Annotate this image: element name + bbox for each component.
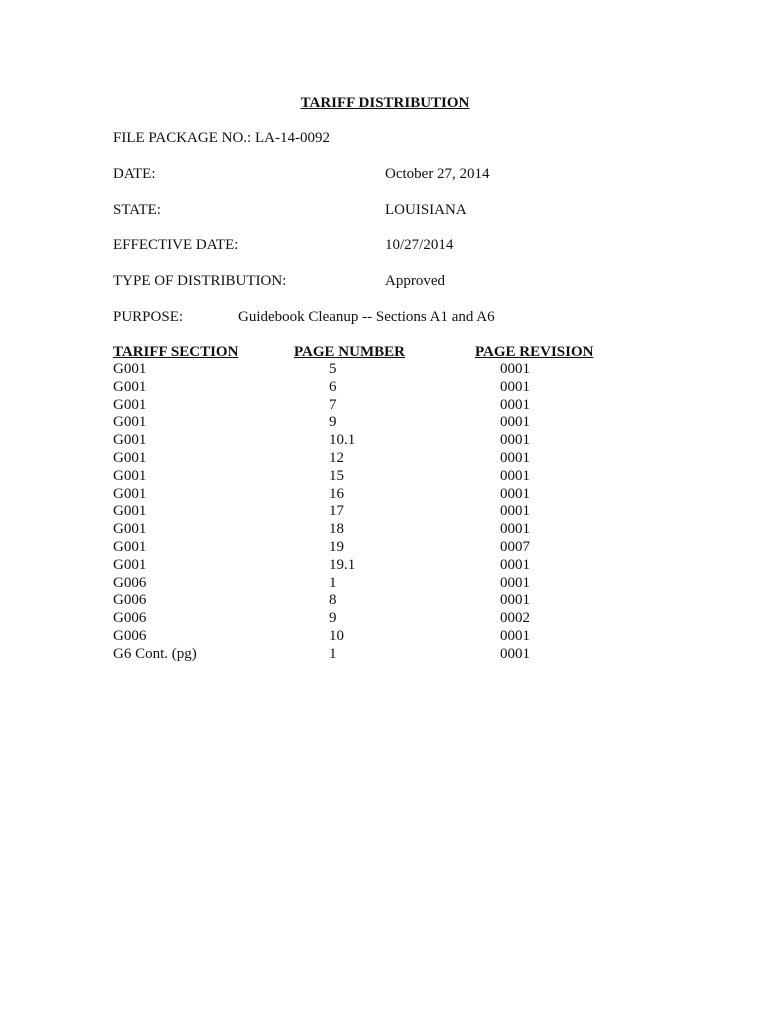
- effective-date-value: 10/27/2014: [385, 237, 454, 253]
- cell-tariff-section: G001: [113, 521, 147, 538]
- table-row: [0, 592, 770, 610]
- header-tariff-section: TARIFF SECTION: [113, 344, 239, 360]
- date-value: October 27, 2014: [385, 166, 490, 182]
- document-title: TARIFF DISTRIBUTION: [300, 95, 470, 111]
- cell-page-number: 9: [329, 610, 337, 627]
- cell-tariff-section: G006: [113, 627, 147, 644]
- header-page-revision: PAGE REVISION: [475, 344, 594, 360]
- header-page-number: PAGE NUMBER: [294, 344, 405, 360]
- cell-page-number: 18: [329, 521, 344, 538]
- cell-page-revision: 0001: [500, 503, 530, 520]
- cell-page-number: 16: [329, 485, 344, 502]
- cell-page-revision: 0001: [500, 432, 530, 449]
- date-label: DATE:: [113, 166, 156, 182]
- cell-tariff-section: G001: [113, 485, 147, 502]
- distribution-type-value: Approved: [385, 273, 445, 289]
- table-row: [0, 379, 770, 397]
- cell-tariff-section: G001: [113, 538, 147, 555]
- cell-page-number: 8: [329, 592, 337, 609]
- cell-page-number: 7: [329, 396, 337, 413]
- table-row: [0, 610, 770, 628]
- table-body: [0, 361, 770, 664]
- table-row: [0, 468, 770, 486]
- cell-page-revision: 0001: [500, 485, 530, 502]
- cell-tariff-section: G006: [113, 574, 147, 591]
- cell-page-number: 10.1: [329, 432, 356, 449]
- cell-tariff-section: G001: [113, 556, 147, 573]
- cell-page-number: 19: [329, 538, 344, 555]
- cell-page-revision: 0001: [500, 592, 530, 609]
- table-row: [0, 414, 770, 432]
- cell-page-number: 6: [329, 378, 337, 395]
- cell-page-revision: 0001: [500, 396, 530, 413]
- table-row: [0, 539, 770, 557]
- table-row: [0, 361, 770, 379]
- cell-tariff-section: G006: [113, 592, 147, 609]
- cell-page-revision: 0001: [500, 574, 530, 591]
- table-row: [0, 450, 770, 468]
- cell-tariff-section: G001: [113, 449, 147, 466]
- cell-page-revision: 0001: [500, 645, 530, 662]
- table-row: [0, 628, 770, 646]
- cell-page-revision: 0001: [500, 378, 530, 395]
- state-value: LOUISIANA: [385, 202, 467, 218]
- table-row: [0, 521, 770, 539]
- distribution-type-label: TYPE OF DISTRIBUTION:: [113, 273, 287, 289]
- cell-page-revision: 0001: [500, 361, 530, 377]
- cell-page-number: 17: [329, 503, 344, 520]
- purpose-value: Guidebook Cleanup -- Sections A1 and A6: [238, 309, 495, 325]
- cell-page-revision: 0001: [500, 556, 530, 573]
- cell-tariff-section: G001: [113, 396, 147, 413]
- cell-page-revision: 0001: [500, 414, 530, 431]
- cell-tariff-section: G001: [113, 414, 147, 431]
- cell-page-revision: 0002: [500, 610, 530, 627]
- table-row: [0, 575, 770, 593]
- effective-date-label: EFFECTIVE DATE:: [113, 237, 239, 253]
- cell-page-number: 19.1: [329, 556, 356, 573]
- cell-tariff-section: G001: [113, 378, 147, 395]
- cell-tariff-section: G6 Cont. (pg): [113, 645, 197, 662]
- cell-page-number: 10: [329, 627, 344, 644]
- cell-tariff-section: G001: [113, 432, 147, 449]
- cell-page-number: 1: [329, 645, 337, 662]
- cell-page-number: 5: [329, 361, 337, 377]
- table-row: [0, 557, 770, 575]
- cell-tariff-section: G001: [113, 361, 147, 377]
- cell-page-revision: 0001: [500, 467, 530, 484]
- table-row: [0, 397, 770, 415]
- cell-page-revision: 0001: [500, 449, 530, 466]
- purpose-label: PURPOSE:: [113, 309, 184, 325]
- cell-page-revision: 0001: [500, 627, 530, 644]
- file-package-number: FILE PACKAGE NO.: LA-14-0092: [113, 130, 330, 146]
- cell-page-revision: 0007: [500, 538, 530, 555]
- cell-page-number: 9: [329, 414, 337, 431]
- table-row: [0, 432, 770, 450]
- table-row: [0, 646, 770, 664]
- cell-tariff-section: G001: [113, 503, 147, 520]
- cell-page-number: 1: [329, 574, 337, 591]
- cell-page-number: 12: [329, 449, 344, 466]
- state-label: STATE:: [113, 202, 161, 218]
- table-row: [0, 503, 770, 521]
- table-row: [0, 486, 770, 504]
- cell-page-number: 15: [329, 467, 344, 484]
- cell-tariff-section: G006: [113, 610, 147, 627]
- cell-page-revision: 0001: [500, 521, 530, 538]
- cell-tariff-section: G001: [113, 467, 147, 484]
